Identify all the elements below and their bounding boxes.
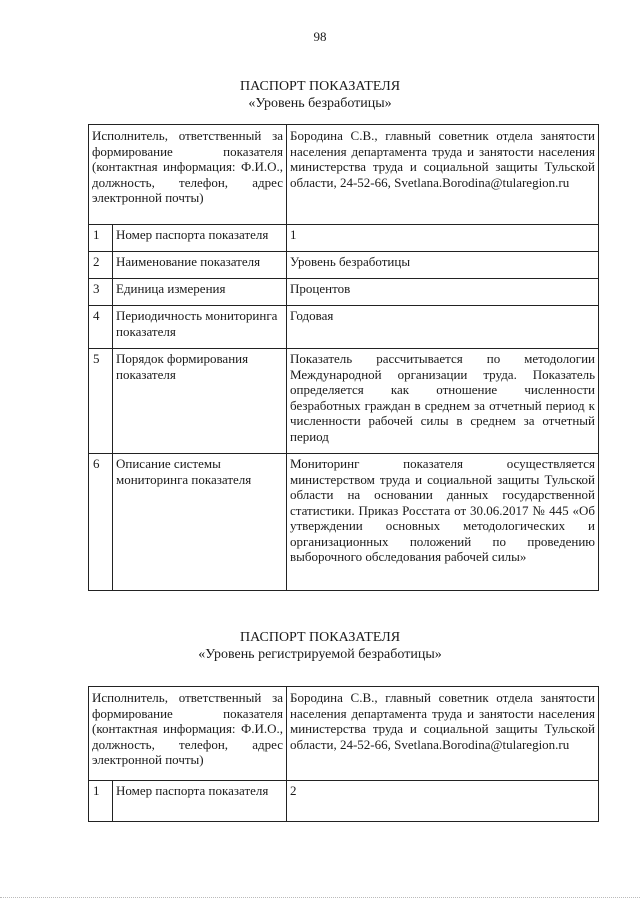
row-label: Номер паспорта показателя — [113, 225, 287, 252]
row-value: 1 — [287, 225, 599, 252]
row-number: 5 — [89, 349, 113, 454]
row-value: Показатель рассчитывается по методологии Международной организации труда. Показатель определяется как отношение численности безработных граждан в среднем за отчетный период к численности рабочей силы в среднем за отчетный период — [287, 349, 599, 454]
table-row — [89, 781, 599, 822]
executor-row — [89, 687, 599, 781]
row-value: 2 — [287, 781, 599, 822]
row-label: Периодичность мониторинга показателя — [113, 306, 287, 349]
row-number: 6 — [89, 454, 113, 591]
row-value: Процентов — [287, 279, 599, 306]
passport-1-table — [88, 124, 599, 591]
row-label: Наименование показателя — [113, 252, 287, 279]
row-value: Уровень безработицы — [287, 252, 599, 279]
row-label: Описание системы мониторинга показателя — [113, 454, 287, 591]
table-row — [89, 252, 599, 279]
passport-1-subtitle: «Уровень безработицы» — [248, 96, 392, 111]
row-label: Единица измерения — [113, 279, 287, 306]
passport-2-table — [88, 686, 599, 822]
page-number: 98 — [313, 29, 327, 44]
passport-2-subtitle: «Уровень регистрируемой безработицы» — [198, 647, 442, 662]
row-number: 3 — [89, 279, 113, 306]
executor-value: Бородина С.В., главный советник отдела занятости населения департамента труда и занятости населения министерства труда и социальной защиты Тульской области, 24-52-66, Svetlana.Borodina@tularegion.ru — [287, 687, 599, 781]
passport-2-title: ПАСПОРТ ПОКАЗАТЕЛЯ — [239, 630, 401, 645]
row-number: 4 — [89, 306, 113, 349]
scan-footer-divider — [0, 893, 640, 898]
table-row — [89, 225, 599, 252]
row-value: Мониторинг показателя осуществляется министерством труда и социальной защиты Тульской области на основании данных государственной статистики. Приказ Росстата от 30.06.2017 № 445 «Об утверждении основных методологических и организационных положений по проведению выборочного обследования рабочей силы» — [287, 454, 599, 591]
executor-label: Исполнитель, ответственный за формирование показателя (контактная информация: Ф.И.О., должность, телефон, адрес электронной почты) — [89, 125, 287, 225]
row-number: 2 — [89, 252, 113, 279]
table-row — [89, 349, 599, 454]
passport-1-title: ПАСПОРТ ПОКАЗАТЕЛЯ — [239, 79, 401, 94]
passport-2-heading — [0, 629, 640, 663]
row-number: 1 — [89, 781, 113, 822]
executor-row — [89, 125, 599, 225]
table-row — [89, 279, 599, 306]
executor-label: Исполнитель, ответственный за формирование показателя (контактная информация: Ф.И.О., должность, телефон, адрес электронной почты) — [89, 687, 287, 781]
row-label: Номер паспорта показателя — [113, 781, 287, 822]
row-number: 1 — [89, 225, 113, 252]
table-row — [89, 454, 599, 591]
passport-1-heading — [0, 78, 640, 112]
row-label: Порядок формирования показателя — [113, 349, 287, 454]
row-value: Годовая — [287, 306, 599, 349]
table-row — [89, 306, 599, 349]
executor-value: Бородина С.В., главный советник отдела занятости населения департамента труда и занятости населения министерства труда и социальной защиты Тульской области, 24-52-66, Svetlana.Borodina@tularegion.ru — [287, 125, 599, 225]
